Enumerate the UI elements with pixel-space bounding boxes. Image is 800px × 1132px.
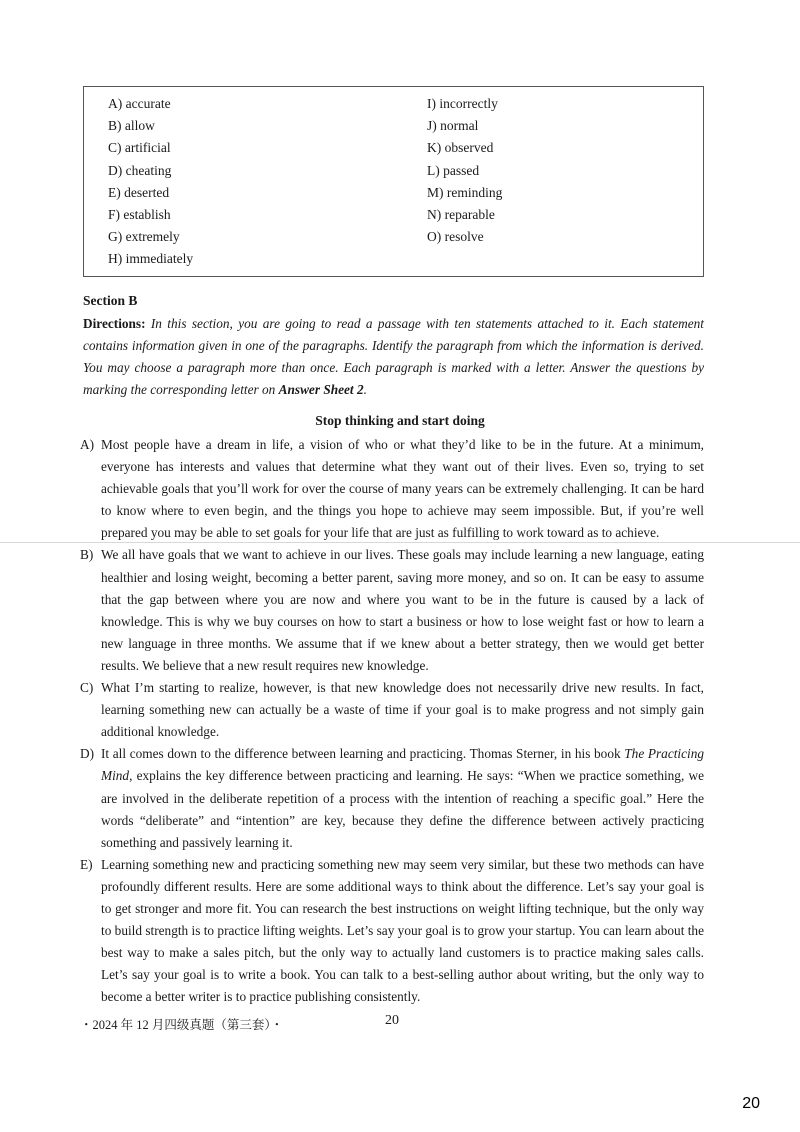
word-option: H) immediately: [108, 251, 194, 267]
answer-sheet-ref: Answer Sheet 2: [278, 382, 364, 397]
word-option: A) accurate: [108, 96, 171, 111]
word-option: L) passed: [427, 162, 480, 178]
directions-text: In this section, you are going to read a passage with ten statements attached to it. Each statement contains information given in one of the paragraphs. Identify the paragraph from which the information is derived. You may choose a paragraph more than once. Each paragraph is marked with a letter. Answer the questions by marking the corresponding letter on: [83, 316, 704, 397]
paragraph-e: [80, 854, 704, 1009]
section-title: Section B: [83, 293, 138, 308]
directions: [83, 313, 704, 401]
word-bank-right-column: [427, 93, 502, 248]
word-bank-left-column: [108, 93, 193, 271]
paragraph-letter: B): [80, 547, 94, 563]
paragraph-letter: A): [80, 437, 95, 452]
word-option: F) establish: [108, 206, 171, 222]
word-option: C) artificial: [108, 140, 171, 156]
paragraph-text: What I’m starting to realize, however, is that new knowledge does not necessarily drive new results. In fact, learning something new can actually be a waste of time if your goal is to make progress and not simply gain additional knowledge.: [101, 680, 704, 740]
word-option: M) reminding: [427, 184, 503, 200]
paragraph-a: [80, 434, 704, 544]
paragraph-text: Learning something new and practicing something new may seem very similar, but these two methods can have profoundly different results. Here are some additional ways to think about the difference. Let’s say your goal is to get stronger and more fit. You can research the best instructions on weight lifting technique, but the only way to build strength is to practice lifting weights. Let’s say your goal is to grow your startup. You can learn about the best way to make a sales pitch, but the only way to actually land customers is to practice making sales calls. Let’s say your goal is to write a book. You can talk to a best-selling author about writing, but the only way to become a better writer is to practice publishing consistently.: [101, 856, 704, 1005]
passage-title: Stop thinking and start doing: [315, 413, 485, 428]
footer-page-number: 20: [385, 1013, 399, 1028]
paragraph-letter: D): [80, 746, 95, 762]
word-option: I) incorrectly: [427, 96, 498, 111]
paragraph-text: We all have goals that we want to achieve in our lives. These goals may include learning a new language, eating healthier and losing weight, becoming a better parent, saving more money, and so on. It can be easy to assume that the gap between where you are now and where you want to be in the future is caused by a lack of knowledge. This is why we buy courses on how to start a business or how to lose weight fast or how to learn a new language in three months. We assume that if we knew about a better strategy, then we would get better results. We believe that a new result requires new knowledge.: [101, 547, 704, 673]
word-bank-box: [83, 86, 704, 277]
paragraph-text-after: , explains the key difference between practicing and learning. He says: “When we practice something, we are involved in the deliberate repetition of a process with the intention of reaching a specific goal.” Here the words “deliberate” and “intention” are key, because they define the difference between actively practicing something and passively learning it.: [101, 768, 704, 850]
paragraph-letter: E): [80, 856, 93, 872]
footer-source: ・2024 年 12 月四级真题（第三套）・: [80, 1018, 284, 1032]
directions-label: Directions:: [83, 316, 146, 331]
corner-page-number: 20: [742, 1095, 760, 1112]
paragraph-letter: C): [80, 680, 94, 696]
paragraph-d: [80, 743, 704, 853]
word-option: B) allow: [108, 118, 155, 134]
word-option: O) resolve: [427, 229, 484, 245]
book-title: The Practicing Mind: [101, 746, 705, 784]
paragraph-text-before: It all comes down to the difference between learning and practicing. Thomas Sterner, in his book: [101, 746, 625, 762]
paragraph-c: [80, 677, 704, 743]
directions-end: .: [363, 382, 367, 397]
paragraph-text: Most people have a dream in life, a vision of who or what they’d like to be in the future. At a minimum, everyone has interests and values that determine what they want out of their lives. Even so, trying to set achievable goals that you’ll work for over the course of many years can be extremely challenging. It can be hard to know where to even begin, and the things you hope to achieve may seem impossible. But, if you’re well prepared you may be able to set goals for your life that are just as fulfilling to work toward as to achieve.: [101, 437, 704, 541]
word-option: G) extremely: [108, 229, 180, 245]
word-option: E) deserted: [108, 184, 170, 200]
word-option: J) normal: [427, 118, 479, 134]
passage-body: [80, 434, 704, 1008]
word-option: K) observed: [427, 140, 494, 156]
word-option: N) reparable: [427, 206, 495, 222]
paragraph-b: [80, 544, 704, 677]
word-option: D) cheating: [108, 162, 172, 178]
